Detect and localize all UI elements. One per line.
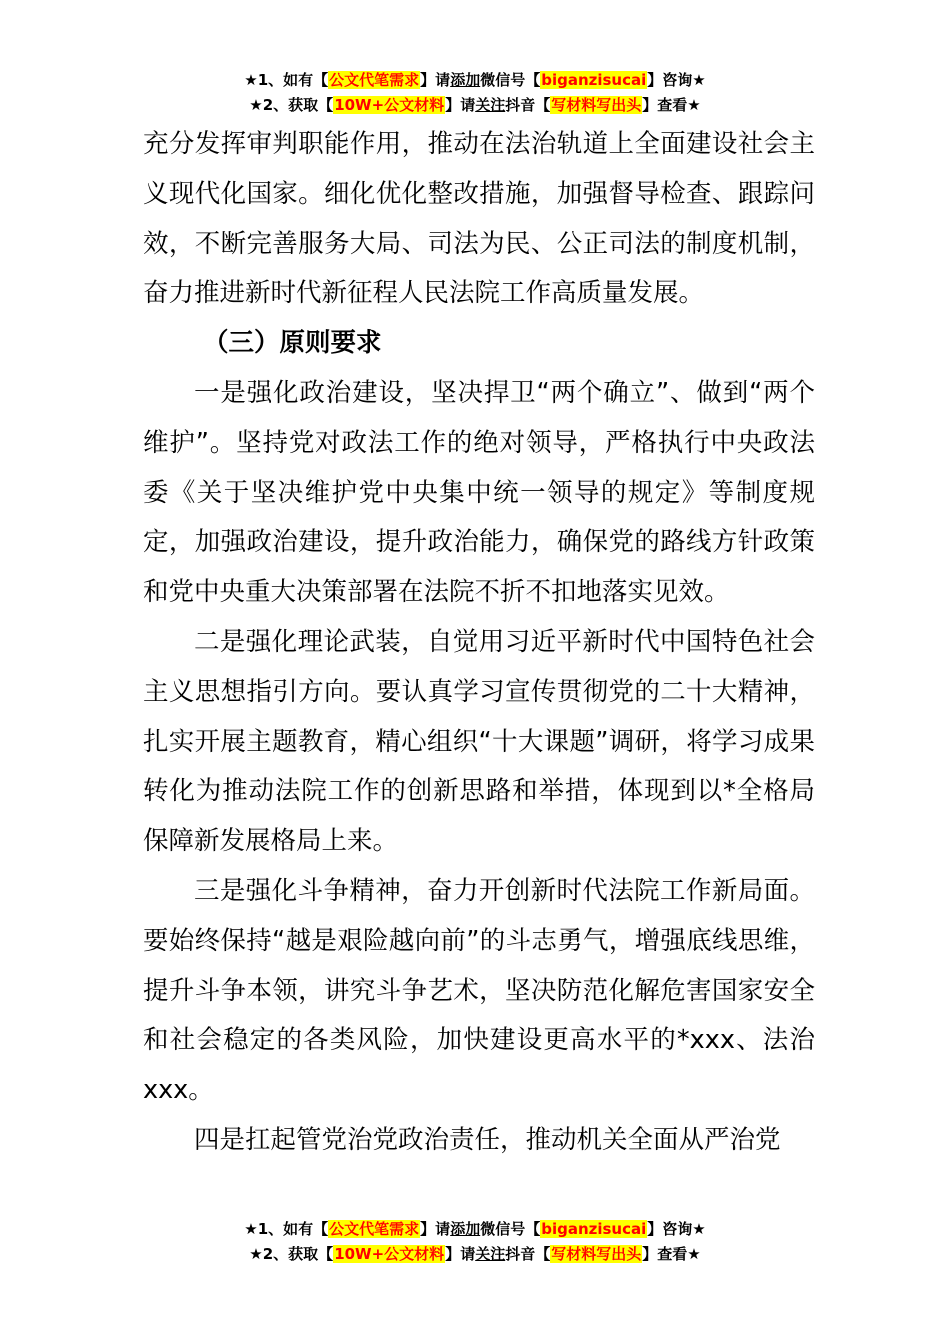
banner-text: 微信号【 [480,1220,541,1238]
top-banner [0,68,950,118]
banner-line-2 [0,1242,950,1267]
banner-douyin-name: 写材料写出头 [551,96,642,114]
paragraph-political-building: 一是强化政治建设，坚决捍卫“两个确立”、做到“两个维护”。坚持党对政法工作的绝对领导，严格执行中央政法委《关于坚决维护党中央集中统一领导的规定》等制度规定，加强政治建设，提升政治能力，确保党的路线方针政策和党中央重大决策部署在法院不折不扣地落实见效。 [143,377,815,608]
document-body [143,120,815,1166]
banner-highlight: 10W+公文材料 [334,96,445,114]
banner-text: 微信号【 [480,71,541,89]
banner-highlight: 10W+公文材料 [334,1245,445,1263]
banner-wechat-id: biganzisucai [541,71,647,89]
bottom-banner [0,1217,950,1267]
section-heading: （三）原则要求 [203,328,382,359]
banner-text: 】咨询★ [647,71,706,89]
banner-underlined-text: 关注 [475,96,506,114]
paragraph-theory: 二是强化理论武装，自觉用习近平新时代中国特色社会主义思想指引方向。要认真学习宣传贯彻党的二十大精神，扎实开展主题教育，精心组织“十大课题”调研，将学习成果转化为推动法院工作的创新思路和举措，体现到以*全格局保障新发展格局上来。 [143,626,815,857]
banner-highlight: 公文代笔需求 [329,71,420,89]
banner-text: ★1、如有【 [244,71,329,89]
banner-underlined-text: 添加 [450,71,481,89]
banner-highlight: 公文代笔需求 [329,1220,420,1238]
paragraph-continuation: 充分发挥审判职能作用，推动在法治轨道上全面建设社会主义现代化国家。细化优化整改措施，加强督导检查、跟踪问效，不断完善服务大局、司法为民、公正司法的制度机制，奋力推进新时代新征程人民法院工作高质量发展。 [143,129,815,309]
banner-underlined-text: 添加 [450,1220,481,1238]
banner-text: 】请 [420,71,451,89]
banner-line-1 [0,68,950,93]
banner-text: 抖音【 [505,1245,551,1263]
banner-text: ★2、获取【 [249,96,334,114]
banner-text: 】查看★ [642,96,701,114]
banner-text: 】请 [420,1220,451,1238]
paragraph-party-governance: 四是扛起管党治党政治责任，推动机关全面从严治党 [194,1124,781,1155]
banner-text: 】请 [445,1245,476,1263]
banner-line-2 [0,93,950,118]
banner-underlined-text: 关注 [475,1245,506,1263]
banner-text: ★2、获取【 [249,1245,334,1263]
banner-wechat-id: biganzisucai [541,1220,647,1238]
banner-line-1 [0,1217,950,1242]
banner-text: 】请 [445,96,476,114]
banner-douyin-name: 写材料写出头 [551,1245,642,1263]
banner-text: ★1、如有【 [244,1220,329,1238]
banner-text: 】查看★ [642,1245,701,1263]
banner-text: 抖音【 [505,96,551,114]
paragraph-struggle: 三是强化斗争精神，奋力开创新时代法院工作新局面。要始终保持“越是艰险越向前”的斗志勇气，增强底线思维，提升斗争本领，讲究斗争艺术，坚决防范化解危害国家安全和社会稳定的各类风险，加快建设更高水平的*xxx、法治xxx。 [143,875,815,1106]
banner-text: 】咨询★ [647,1220,706,1238]
